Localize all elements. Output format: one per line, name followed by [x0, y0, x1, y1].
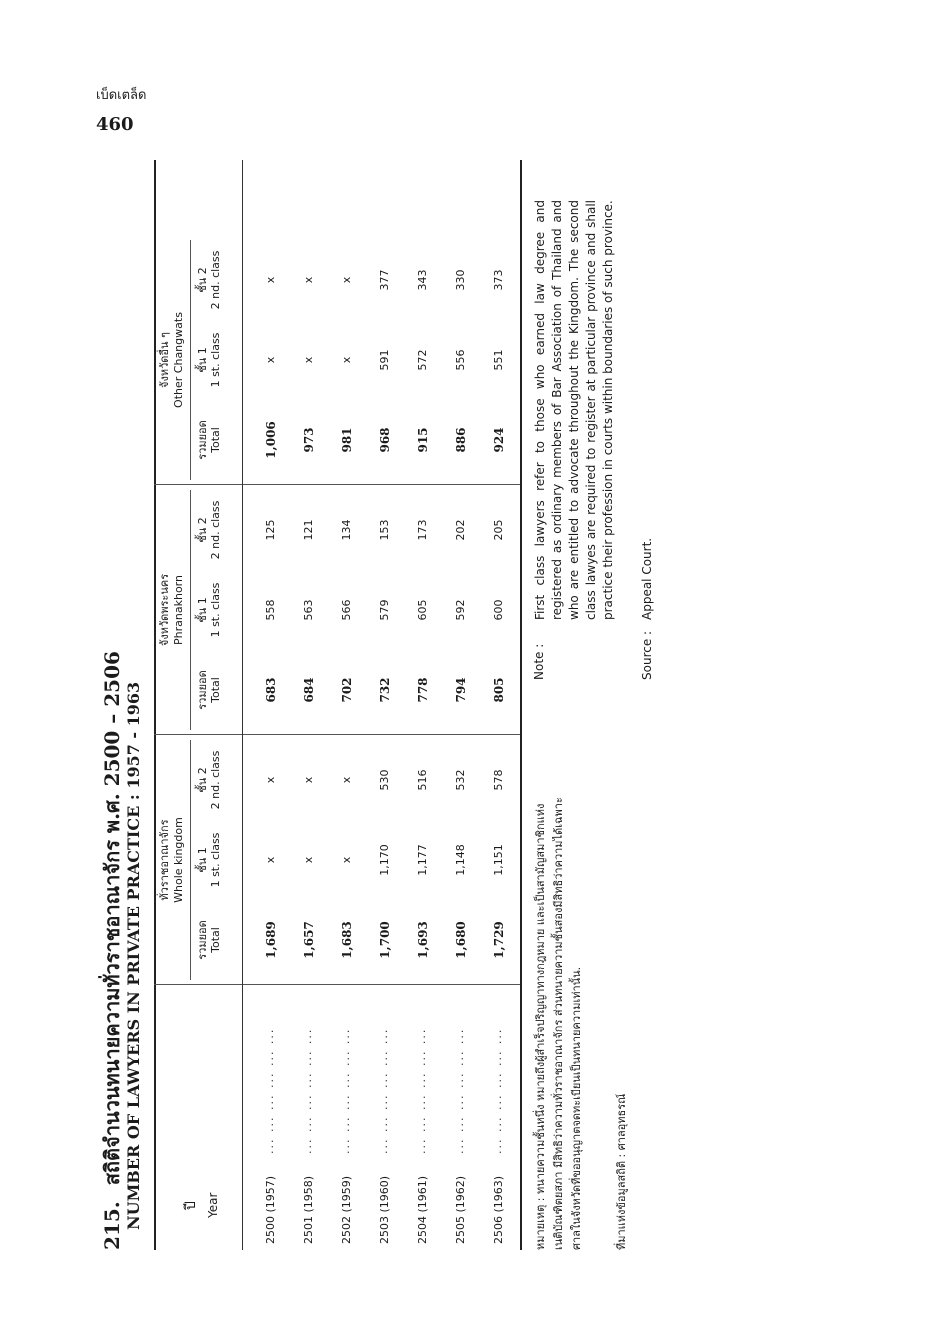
- subhdr-second-class: ชั้น 2 2 nd. class: [196, 750, 222, 810]
- cell-total: 1,680: [454, 921, 468, 959]
- group-th: จังหวัดพระนคร: [158, 573, 171, 647]
- cell-second-class: 330: [454, 269, 467, 291]
- row-year: 2502 (1959): [340, 1175, 353, 1244]
- cell-second-class: 532: [454, 769, 467, 791]
- note-thai: หมายเหตุ : ทนายความชั้นหนึ่ง หมายถึงผู้สำเร็จปริญญาทางกฎหมาย และเป็นสามัญสมาชิกแห่งเนติบัณฑิตยสภา มีสิทธิว่าความทั่วราชอาณาจักร ส่วนทนายความชั้นสองมีสิทธิว่าความได้เฉพาะศาลในจังหวัดที่ขออนุญาตจดทะเบียนเป็นทนายความเท่านั้น.: [534, 797, 583, 1250]
- cell-first-class: 1,170: [378, 844, 391, 876]
- cell-first-class: 551: [492, 349, 505, 371]
- table-row: [490, 160, 510, 1250]
- row-leader-dots: ... ... ... ... ... ...: [415, 1027, 428, 1154]
- row-year: 2503 (1960): [378, 1175, 391, 1244]
- row-leader-dots: ... ... ... ... ... ...: [377, 1027, 390, 1154]
- cell-first-class: x: [264, 356, 277, 364]
- cell-second-class: x: [340, 276, 353, 284]
- cell-total: 1,689: [264, 921, 278, 959]
- subhdr-total: รวมยอด Total: [196, 670, 222, 710]
- row-year: 2504 (1961): [416, 1175, 429, 1244]
- cell-total: 1,700: [378, 921, 392, 959]
- cell-first-class: 563: [302, 599, 315, 621]
- cell-total: 924: [492, 427, 506, 453]
- cell-first-class: 592: [454, 599, 467, 621]
- cell-first-class: 1,177: [416, 844, 429, 876]
- cell-total: 981: [340, 427, 354, 453]
- group-underline: [190, 490, 191, 730]
- cell-first-class: 572: [416, 349, 429, 371]
- table-row: [414, 160, 434, 1250]
- cell-total: 1,006: [264, 421, 278, 459]
- row-year: 2500 (1957): [264, 1175, 277, 1244]
- row-leader-dots: ... ... ... ... ... ...: [453, 1027, 466, 1154]
- cell-second-class: 205: [492, 519, 505, 541]
- cell-first-class: x: [340, 856, 353, 864]
- cell-total: 778: [416, 677, 430, 703]
- group-other-changwats: [158, 240, 186, 480]
- cell-total: 968: [378, 427, 392, 453]
- row-year: 2506 (1963): [492, 1175, 505, 1244]
- subhdr-total: รวมยอด Total: [196, 920, 222, 960]
- cell-first-class: 558: [264, 599, 277, 621]
- table-row: [338, 160, 358, 1250]
- cell-second-class: 373: [492, 269, 505, 291]
- cell-first-class: x: [302, 356, 315, 364]
- section-header: เบ็ดเตล็ด: [96, 88, 147, 103]
- group-en: Other Changwats: [172, 312, 185, 408]
- title-th-text: สถิติจำนวนทนายความทั่วราชอาณาจักร พ.ศ. 2500 – 2506: [100, 651, 124, 1186]
- cell-first-class: 579: [378, 599, 391, 621]
- cell-second-class: 377: [378, 269, 391, 291]
- cell-total: 805: [492, 677, 506, 703]
- row-leader-dots: ... ... ... ... ... ...: [263, 1027, 276, 1154]
- subhdr-second-class: ชั้น 2 2 nd. class: [196, 250, 222, 310]
- table-row: [376, 160, 396, 1250]
- cell-total: 684: [302, 677, 316, 703]
- table-bottom-rule: [520, 160, 522, 1250]
- page-number: 460: [96, 114, 134, 135]
- table-top-rule: [154, 160, 156, 1250]
- row-leader-dots: ... ... ... ... ... ...: [301, 1027, 314, 1154]
- header-bottom-rule: [242, 160, 243, 1250]
- table-title-en: NUMBER OF LAWYERS IN PRIVATE PRACTICE : 1957 - 1963: [124, 681, 143, 1230]
- subhdr-first-class: ชั้น 1 1 st. class: [196, 832, 222, 888]
- cell-first-class: 566: [340, 599, 353, 621]
- group-th: จังหวัดอื่น ๆ: [158, 332, 171, 388]
- row-leader-dots: ... ... ... ... ... ...: [491, 1027, 504, 1154]
- table-row: [262, 160, 282, 1250]
- cell-second-class: x: [264, 776, 277, 784]
- cell-first-class: x: [340, 356, 353, 364]
- group-en: Phranakhorn: [172, 575, 185, 645]
- cell-total: 732: [378, 677, 392, 703]
- cell-second-class: 134: [340, 519, 353, 541]
- note-label: Note :: [532, 643, 546, 680]
- cell-second-class: x: [340, 776, 353, 784]
- cell-total: 1,683: [340, 921, 354, 959]
- subhdr-second-class: ชั้น 2 2 nd. class: [196, 500, 222, 560]
- table-row: [300, 160, 320, 1250]
- cell-second-class: 121: [302, 519, 315, 541]
- table-number: 215.: [100, 1201, 124, 1250]
- rotated-table-sheet: [96, 150, 696, 1250]
- group-underline: [190, 240, 191, 480]
- cell-first-class: 1,151: [492, 844, 505, 876]
- cell-first-class: x: [264, 856, 277, 864]
- cell-total: 1,693: [416, 921, 430, 959]
- group-th: ทั่วราชอาณาจักร: [158, 819, 171, 901]
- source-thai: ที่มาแห่งข้อมูลสถิติ : ศาลอุทธรณ์: [615, 1093, 628, 1250]
- cell-first-class: 600: [492, 599, 505, 621]
- cell-first-class: 556: [454, 349, 467, 371]
- cell-total: 683: [264, 677, 278, 703]
- cell-first-class: 591: [378, 349, 391, 371]
- cell-second-class: 578: [492, 769, 505, 791]
- cell-second-class: 202: [454, 519, 467, 541]
- cell-second-class: 530: [378, 769, 391, 791]
- row-leader-dots: ... ... ... ... ... ...: [339, 1027, 352, 1154]
- source-english: Appeal Court.: [640, 537, 654, 620]
- cell-total: 794: [454, 677, 468, 703]
- cell-second-class: 343: [416, 269, 429, 291]
- cell-total: 1,729: [492, 921, 506, 959]
- cell-first-class: 1,148: [454, 844, 467, 876]
- row-year: 2501 (1958): [302, 1175, 315, 1244]
- cell-second-class: x: [264, 276, 277, 284]
- cell-total: 973: [302, 427, 316, 453]
- cell-second-class: 516: [416, 769, 429, 791]
- cell-total: 702: [340, 677, 354, 703]
- subhdr-first-class: ชั้น 1 1 st. class: [196, 332, 222, 388]
- cell-second-class: x: [302, 776, 315, 784]
- cell-first-class: x: [302, 856, 315, 864]
- cell-total: 886: [454, 427, 468, 453]
- source-label: Source :: [640, 630, 654, 680]
- note-english: First class lawyers refer to those who earned law degree and registered as ordinary members of Bar Association of Thailand and who are entitled to advocate throughout the Kingdom. The second class lawyes are required to register at particular province and shall practice their profession in courts within boundaries of such province.: [533, 200, 615, 620]
- year-header-en: Year: [206, 1192, 220, 1218]
- cell-second-class: 153: [378, 519, 391, 541]
- group-en: Whole kingdom: [172, 817, 185, 903]
- table-row: [452, 160, 472, 1250]
- cell-first-class: 605: [416, 599, 429, 621]
- subhdr-first-class: ชั้น 1 1 st. class: [196, 582, 222, 638]
- cell-total: 915: [416, 427, 430, 453]
- subhdr-total: รวมยอด Total: [196, 420, 222, 460]
- cell-second-class: 173: [416, 519, 429, 541]
- cell-second-class: 125: [264, 519, 277, 541]
- group-whole-kingdom: [158, 740, 186, 980]
- group-underline: [190, 740, 191, 980]
- cell-total: 1,657: [302, 921, 316, 959]
- cell-second-class: x: [302, 276, 315, 284]
- year-header-th: ปี: [183, 1201, 199, 1210]
- row-year: 2505 (1962): [454, 1175, 467, 1244]
- group-phranakhorn: [158, 490, 186, 730]
